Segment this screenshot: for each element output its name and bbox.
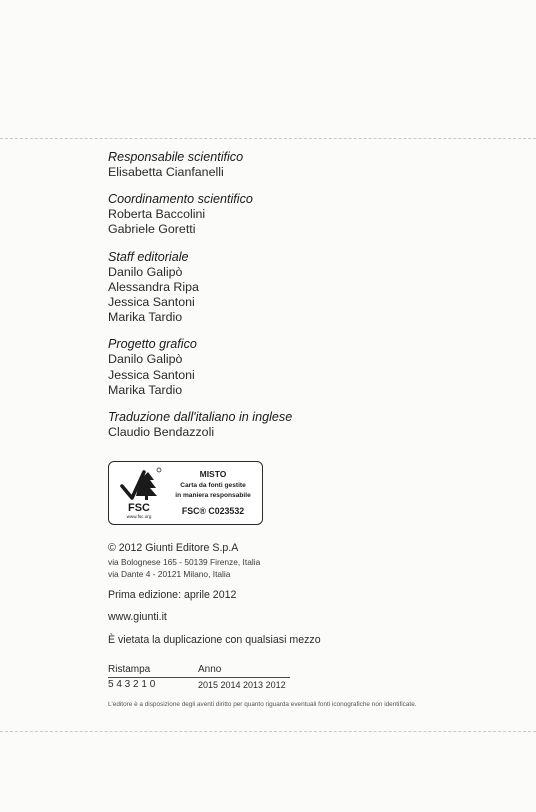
credit-name: Claudio Bendazzoli — [108, 425, 215, 440]
credit-role: Traduzione dall'italiano in inglese — [108, 410, 293, 425]
credit-name: Roberta Baccolini — [108, 207, 206, 222]
address-line: via Bolognese 165 - 50139 Firenze, Italia — [108, 556, 261, 567]
credit-role: Responsabile scientifico — [108, 150, 244, 164]
fsc-description-line: Carta da fonti gestite — [180, 482, 246, 489]
fsc-text — [167, 469, 259, 517]
credit-name: Marika Tardio — [108, 382, 183, 397]
fsc-logo-text: FSC — [128, 502, 150, 514]
credit-name: Gabriele Goretti — [108, 222, 196, 237]
copyright-notice: L'editore è a disposizione degli aventi diritto per quanto riguarda eventuali fonti iconografiche non identificate. — [108, 701, 417, 708]
fsc-description-line: in maniera responsabile — [175, 492, 251, 499]
credit-role: Coordinamento scientifico — [108, 192, 253, 207]
credit-block — [108, 410, 488, 440]
reprint-table — [108, 664, 290, 693]
reprint-numbers: 5 4 3 2 1 0 — [108, 679, 156, 690]
edition-line: Prima edizione: aprile 2012 — [108, 588, 237, 601]
fsc-title: MISTO — [199, 469, 227, 479]
credit-name: Danilo Galipò — [108, 352, 183, 367]
reprint-years: 2015 2014 2013 2012 — [198, 680, 286, 690]
fsc-tree-logo-icon — [114, 466, 164, 521]
credit-name: Marika Tardio — [108, 310, 183, 325]
reprint-header — [108, 664, 290, 678]
credits-section — [108, 150, 488, 452]
fsc-license-code: FSC® C023532 — [181, 506, 245, 516]
credit-name: Elisabetta Cianfanelli — [108, 165, 224, 179]
fold-line-bottom — [0, 731, 536, 732]
reprint-label: Ristampa — [108, 664, 151, 675]
credit-block — [108, 250, 488, 326]
credit-block — [108, 337, 488, 398]
credit-name: Alessandra Ripa — [108, 279, 199, 294]
credit-name: Jessica Santoni — [108, 295, 195, 310]
credit-name: Danilo Galipò — [108, 264, 183, 279]
credit-role: Staff editoriale — [108, 249, 189, 264]
year-label: Anno — [198, 664, 222, 675]
copyright-line: © 2012 Giunti Editore S.p.A — [108, 542, 239, 554]
website-line: www.giunti.it — [108, 611, 167, 623]
rights-line: È vietata la duplicazione con qualsiasi mezzo — [108, 633, 321, 646]
credit-name: Jessica Santoni — [108, 367, 195, 382]
fsc-certification-label — [108, 461, 263, 525]
credit-block — [108, 192, 488, 237]
fold-line-top — [0, 138, 536, 139]
reprint-values — [108, 679, 290, 693]
credit-role: Progetto grafico — [108, 337, 197, 352]
fsc-logo-url: www.fsc.org — [126, 514, 152, 519]
address-line: via Dante 4 - 20121 Milano, Italia — [108, 568, 231, 579]
publisher-info — [108, 542, 468, 647]
credit-block — [108, 150, 488, 180]
